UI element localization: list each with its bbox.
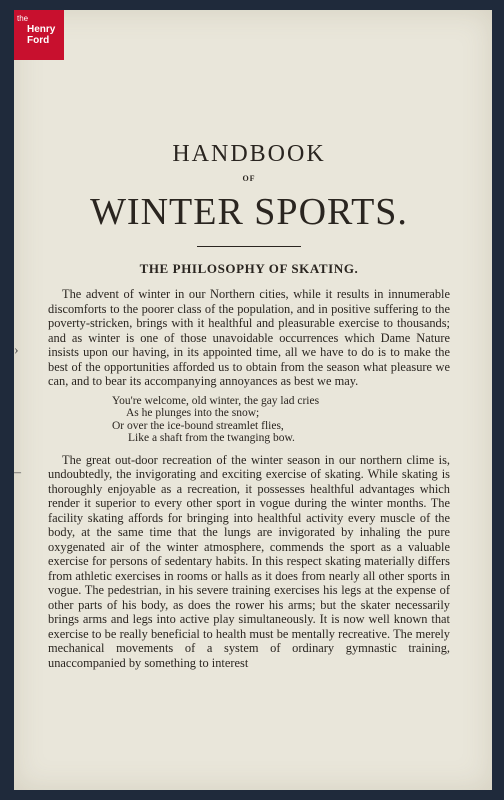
poem-line: You're welcome, old winter, the gay lad cries	[112, 394, 320, 407]
page-content	[48, 138, 450, 670]
title-handbook: HANDBOOK	[172, 141, 326, 167]
margin-mark: –	[14, 465, 21, 480]
title-winter-sports: WINTER SPORTS.	[90, 191, 408, 233]
logo-henry: Henry	[27, 24, 56, 35]
poem-line: As he plunges into the snow;	[126, 407, 260, 419]
title-of: OF	[242, 174, 256, 183]
henry-ford-logo[interactable]	[14, 10, 64, 60]
poem-line: Or over the ice-bound streamlet flies,	[112, 419, 284, 432]
logo-ford: Ford	[27, 35, 50, 46]
poem	[112, 395, 450, 445]
paragraph-2: The great out-door recreation of the winter season in our northern clime is, undoubtedly, the invigorating and exciting exercise of skating. While skating is thoroughly enjoyable as a recreation, it possesses healthful advantages which render it superior to every other sport in vogue during the winter months. The facility skating affords for bringing into healthful activity every muscle of the body, at the same time that the lungs are invigorated by inhaling the pure oxygenated air of the winter atmosphere, commends the sport as a valuable exercise for persons of sedentary habits. In this respect skating materially differs from athletic exercises in rooms or halls as it does from nearly all other sports in vogue. The pedestrian, in his severe training exercises his legs at the expense of other parts of his body, as does the rower his arms; but the skater necessarily brings arms and legs into active play simultaneously. It is now well known that exercise to be really beneficial to health must be mentally recreative. The merely mechanical movements of a system of ordinary gymnastic training, unaccompanied by something to interest	[48, 452, 450, 670]
book-page	[14, 10, 492, 790]
title-divider	[197, 246, 301, 247]
paragraph-1: The advent of winter in our Northern cities, while it results in innumerable discomforts to the poorer class of the population, and in positive suffering to the poverty-stricken, brings with it healthful and pleasurable exercise to thousands; and as winter is one of those unavoidable occurrences which Dame Nature insists upon our having, in its appointed time, all we have to do is to make the best of the opportunities afforded us to obtain from the season what pleasure we can, and to bear its accompanying annoyances as best we may.	[48, 287, 450, 388]
margin-mark: ›	[14, 343, 19, 358]
poem-line: Like a shaft from the twanging bow.	[128, 432, 295, 444]
section-heading: THE PHILOSOPHY OF SKATING.	[139, 261, 359, 276]
logo-the: the	[17, 14, 29, 23]
